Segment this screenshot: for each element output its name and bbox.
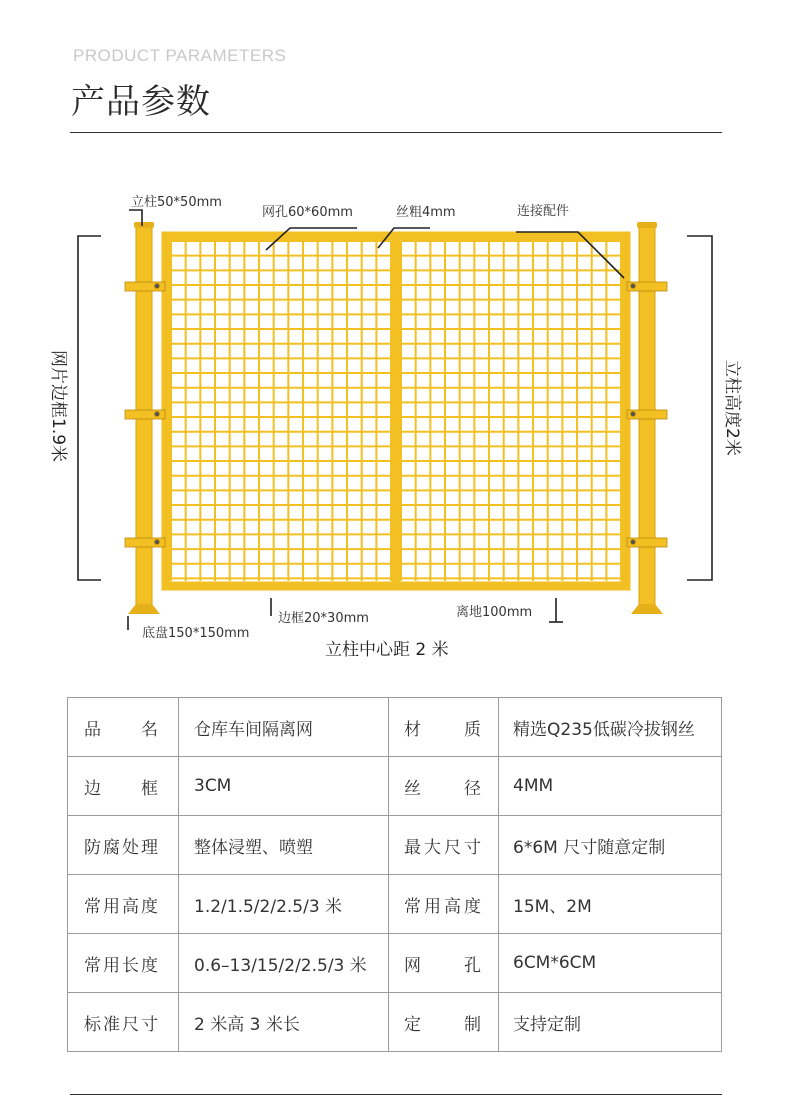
- param-value: 4MM: [499, 757, 722, 816]
- param-row: [68, 993, 722, 1052]
- post-height-label: 立柱高度2米: [722, 360, 742, 456]
- right-post-base: [631, 604, 663, 614]
- param-name: 常用高度: [389, 875, 499, 934]
- param-value: 0.6–13/15/2/2.5/3 米: [179, 934, 389, 993]
- left-post-base: [128, 604, 160, 614]
- param-value: 支持定制: [499, 993, 722, 1052]
- params-table: [67, 697, 722, 1052]
- param-value: 6CM*6CM: [499, 934, 722, 993]
- param-row: [68, 875, 722, 934]
- param-name: 边框: [68, 757, 179, 816]
- wire-diameter-label: 丝粗4mm: [396, 205, 456, 220]
- base-plate-label: 底盘150*150mm: [142, 626, 250, 641]
- param-value: 15M、2M: [499, 875, 722, 934]
- param-name: 材质: [389, 698, 499, 757]
- section-subtitle: PRODUCT PARAMETERS: [73, 46, 287, 65]
- connector-label: 连接配件: [517, 204, 570, 219]
- panel-frame-height-label: 网片边框1.9米: [48, 350, 68, 463]
- param-value: 仓库车间隔离网: [179, 698, 389, 757]
- param-row: [68, 816, 722, 875]
- param-value: 整体浸塑、喷塑: [179, 816, 389, 875]
- param-name: 定制: [389, 993, 499, 1052]
- param-name: 常用长度: [68, 934, 179, 993]
- param-name: 常用高度: [68, 875, 179, 934]
- post-spacing-label: 立柱中心距 2 米: [325, 640, 449, 660]
- param-row: [68, 698, 722, 757]
- post-size-label: 立柱50*50mm: [131, 195, 222, 210]
- param-value: 6*6M 尺寸随意定制: [499, 816, 722, 875]
- param-value: 1.2/1.5/2/2.5/3 米: [179, 875, 389, 934]
- panel-center-bar: [392, 236, 400, 586]
- ground-clearance-label: 离地100mm: [456, 605, 533, 620]
- param-name: 品名: [68, 698, 179, 757]
- param-value: 3CM: [179, 757, 389, 816]
- bottom-divider: [70, 1094, 722, 1095]
- right-post-cap: [637, 222, 657, 228]
- param-name: 标准尺寸: [68, 993, 179, 1052]
- param-row: [68, 934, 722, 993]
- left-post-cap: [134, 222, 154, 228]
- param-name: 防腐处理: [68, 816, 179, 875]
- param-value: 精选Q235低碳冷拔钢丝: [499, 698, 722, 757]
- param-name: 最大尺寸: [389, 816, 499, 875]
- top-divider: [70, 132, 722, 133]
- param-value: 2 米高 3 米长: [179, 993, 389, 1052]
- param-name: 网孔: [389, 934, 499, 993]
- param-name: 丝径: [389, 757, 499, 816]
- mesh-hole-label: 网孔60*60mm: [262, 205, 353, 220]
- frame-size-label: 边框20*30mm: [278, 611, 369, 626]
- param-row: [68, 757, 722, 816]
- fence-diagram: [0, 170, 790, 670]
- section-title: 产品参数: [71, 82, 211, 122]
